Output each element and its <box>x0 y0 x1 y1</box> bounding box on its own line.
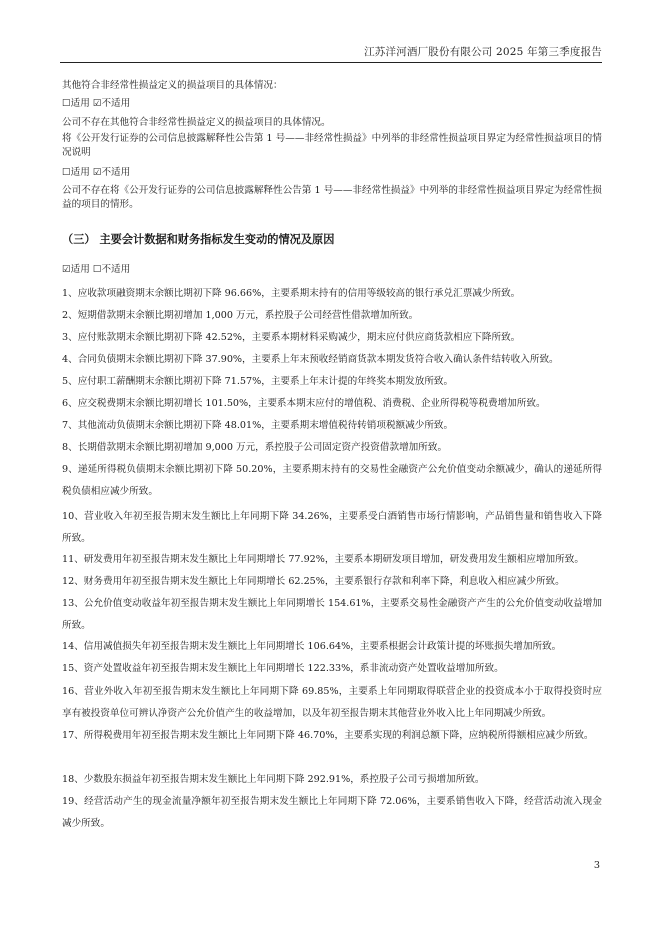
change-item: 15、资产处置收益年初至报告期末发生额比上年同期增长 122.33%，系非流动资产处置收益增加所致。 <box>62 663 504 674</box>
change-item: 13、公允价值变动收益年初至报告期末发生额比上年同期增长 154.61%，主要系交易性金融资产产生的公允价值变动收益增加所致。 <box>62 598 602 631</box>
other-items-statement: 公司不存在其他符合非经常性损益定义的损益项目的具体情况。 <box>62 117 331 128</box>
change-item: 12、财务费用年初至报告期末发生额比上年同期增长 62.25%，主要系银行存款和利率下降，利息收入相应减少所致。 <box>62 576 565 587</box>
change-item: 1、应收款项融资期末余额比期初下降 96.66%，主要系期末持有的信用等级较高的银行承兑汇票减少所致。 <box>62 288 521 299</box>
change-item: 10、营业收入年初至报告期末发生额比上年同期下降 34.26%，主要系受白酒销售市场行情影响，产品销售量和销售收入下降所致。 <box>62 511 602 544</box>
applicable-checkbox-1: ☐适用 ☑不适用 <box>62 98 131 109</box>
change-item: 17、所得税费用年初至报告期末发生额比上年同期下降 46.70%，主要系实现的利润总额下降，应纳税所得额相应减少所致。 <box>62 730 594 741</box>
change-item: 19、经营活动产生的现金流量净额年初至报告期末发生额比上年同期下降 72.06%，主要系销售收入下降，经营活动流入现金减少所致。 <box>62 796 602 829</box>
change-item: 11、研发费用年初至报告期末发生额比上年同期增长 77.92%，主要系本期研发项目增加，研发费用发生额相应增加所致。 <box>62 554 584 565</box>
reclassification-statement: 公司不存在将《公开发行证券的公司信息披露解释性公告第 1 号——非经常性损益》中列举的非经常性损益项目界定为经常性损益的项目的情形。 <box>62 185 602 210</box>
change-item: 18、少数股东损益年初至报告期末发生额比上年同期下降 292.91%，系控股子公司亏损增加所致。 <box>62 774 485 785</box>
change-item: 14、信用减值损失年初至报告期末发生额比上年同期增长 106.64%，主要系根据会计政策计提的坏账损失增加所致。 <box>62 641 562 652</box>
change-item: 8、长期借款期末余额比期初增加 9,000 万元，系控股子公司固定资产投资借款增加所致。 <box>62 442 448 453</box>
change-item: 2、短期借款期末余额比期初增加 1,000 万元，系控股子公司经营性借款增加所致。 <box>62 310 419 321</box>
change-item: 7、其他流动负债期末余额比期初下降 48.01%，主要系期末增值税待转销项税额减少所致。 <box>62 420 454 431</box>
change-item: 9、递延所得税负债期末余额比期初下降 50.20%，主要系期末持有的交易性金融资产公允价值变动余额减少，确认的递延所得税负债相应减少所致。 <box>62 464 602 497</box>
header-rule <box>60 62 602 63</box>
applicable-checkbox-2: ☐适用 ☑不适用 <box>62 167 131 178</box>
change-item: 5、应付职工薪酬期末余额比期初下降 71.57%，主要系上年末计提的年终奖本期发放所致。 <box>62 376 454 387</box>
page-header: 江苏洋河酒厂股份有限公司 2025 年第三季度报告 <box>364 46 602 58</box>
change-item: 6、应交税费期末余额比期初增长 101.50%，主要系本期末应付的增值税、消费税、企业所得税等税费增加所致。 <box>62 398 546 409</box>
page-number: 3 <box>593 860 600 871</box>
change-item: 16、营业外收入年初至报告期末发生额比上年同期下降 69.85%，主要系上年同期取得联营企业的投资成本小于取得投资时应享有被投资单位可辨认净资产公允价值产生的收益增加，以及年初至报告期末其他营业外收入比上年同期减少所致。 <box>62 686 602 719</box>
change-item: 3、应付账款期末余额比期初下降 42.52%，主要系本期材料采购减少，期末应付供应商货款相应下降所致。 <box>62 332 521 343</box>
applicable-checkbox-3: ☑适用 ☐不适用 <box>62 264 131 275</box>
other-items-intro: 其他符合非经常性损益定义的损益项目的具体情况： <box>62 80 283 91</box>
reclassification-note: 将《公开发行证券的公司信息披露解释性公告第 1 号——非经常性损益》中列举的非经常性损益项目界定为经常性损益项目的情况说明 <box>62 133 602 158</box>
change-item: 4、合同负债期末余额比期初下降 37.90%，主要系上年末预收经销商货款本期发货符合收入确认条件结转收入所致。 <box>62 354 559 365</box>
section-heading: （三） 主要会计数据和财务指标发生变动的情况及原因 <box>62 233 335 246</box>
